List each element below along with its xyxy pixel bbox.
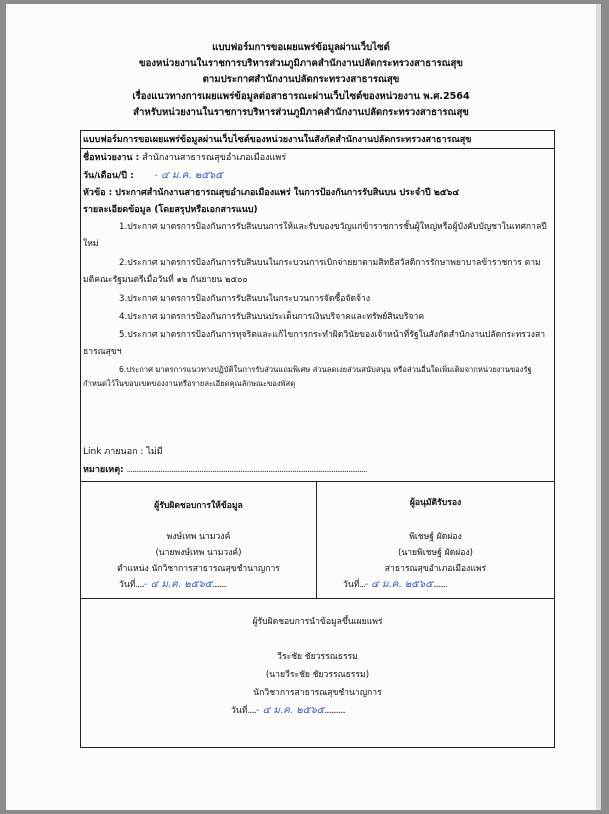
list-item	[83, 219, 551, 253]
date-label: วัน/เดือน/ปี :	[83, 171, 134, 181]
item-2: 2.ประกาศ มาตรการป้องกันการรับสินบนในกระบวนการเบิกจ่ายยาตามสิทธิสวัสดิการรักษาพยาบาลข้าราชการ ตามมติคณะรัฐมนตรีเมื่อวันที่ ๑๒ กันยายน ๒๕๐๐	[83, 258, 541, 285]
sig-left-date-label: วันที่	[119, 580, 136, 590]
item-6: 6.ประกาศ มาตรการแนวทางปฏิบัติในการรับส่วนแถมพิเศษ ส่วนลดเงยส่วนสนับสนุน หรือส่วนอื่นใดเพิ่มเติมจากหน่วยงานของรัฐกำหนดไว้ในขอบเขตของงานหรือรายละเอียดคุณลักษณะของพัสดุ	[83, 365, 532, 388]
sig-bottom-date-label: วันที่	[231, 706, 248, 716]
header-line-1: แบบฟอร์มการขอเผยแพร่ข้อมูลผ่านเว็บไซต์	[212, 42, 390, 53]
detail-label: รายละเอียดข้อมูล (โดยสรุปหรือเอกสารแนบ)	[83, 205, 258, 215]
link-value: ไม่มี	[146, 447, 163, 457]
page-edge	[596, 4, 601, 810]
note-row	[83, 463, 556, 477]
header-line-5: สำหรับหน่วยงานในราชการบริหารส่วนภูมิภาคสำนักงานปลัดกระทรวงสาธารณสุข	[133, 107, 469, 118]
divider	[81, 598, 554, 599]
sig-bottom-date-value: - ๔ ม.ค. ๒๕๖๕	[256, 705, 325, 716]
sig-right-date: วันที่...- ๔ ม.ค. ๒๕๖๕........	[343, 579, 447, 590]
form-title: แบบฟอร์มการขอเผยแพร่ข้อมูลผ่านเว็บไซต์ของหน่วยงานในสังกัดสำนักงานปลัดกระทรวงสาธารณสุข	[83, 135, 472, 145]
agency-label: ชื่อหน่วยงาน :	[83, 153, 140, 163]
sig-right-position: สาธารณสุขอำเภอเมืองแพร่	[384, 564, 487, 574]
date-value: - ๔ ม.ค. ๒๕๖๕	[154, 170, 223, 181]
sig-bottom-position: นักวิชาการสาธารณสุขชำนาญการ	[253, 688, 382, 698]
sig-left-name-paren: (นายพงษ์เทพ นามวงค์)	[155, 548, 242, 558]
note-label: หมายเหตุ:	[83, 465, 124, 475]
header-line-3: ตามประกาศสำนักงานปลัดกระทรวงสาธารณสุข	[202, 74, 400, 85]
date-row	[83, 169, 556, 183]
item-1: 1.ประกาศ มาตรการป้องกันการรับสินบนการให้และรับของขวัญแก่ข้าราชการชั้นผู้ใหญ่หรือผู้บังคับบัญชาในเทศกาลปีใหม่	[83, 222, 547, 249]
sig-left-name: พงษ์เทพ นามวงค์	[166, 532, 231, 542]
list-item	[83, 327, 551, 361]
subject-label: หัวข้อ :	[83, 188, 113, 198]
sig-right-date-value: - ๔ ม.ค. ๒๕๖๕	[364, 579, 433, 590]
subject-value: ประกาศสำนักงานสาธารณสุขอำเภอเมืองแพร่ ในการป้องกันการรับสินบน ประจำปี ๒๕๖๔	[115, 188, 460, 198]
agency-row	[83, 151, 556, 165]
sig-bottom-name: วีระชัย ชัยวรรณธรรม	[277, 652, 358, 662]
item-3: 3.ประกาศ มาตรการป้องกันการรับสินบนในกระบวนการจัดซื้อจัดจ้าง	[119, 294, 371, 304]
sig-right-name-paren: (นายพิเชษฐ์ ผัดผ่อง)	[397, 548, 474, 558]
subject-row	[83, 186, 556, 200]
item-5: 5.ประกาศ มาตรการป้องกันการทุจริตและแก้ไขการกระทำผิดวินัยของเจ้าหน้าที่รัฐในสังกัดสำนักงานปลัดกระทรวงสาธารณสุขฯ	[83, 330, 546, 357]
item-4: 4.ประกาศ มาตรการป้องกันการรับสินบนประเด็นการเงินบริจาคและทรัพย์สินบริจาค	[119, 312, 425, 322]
sig-right-date-label: วันที่	[343, 580, 360, 590]
sig-left-title: ผู้รับผิดชอบการให้ข้อมูล	[154, 501, 243, 511]
sig-left-date-value: - ๔ ม.ค. ๒๕๖๕	[144, 579, 213, 590]
form-box	[80, 130, 555, 748]
header-line-4: เรื่องแนวทางการเผยแพร่ข้อมูลต่อสาธารณะผ่านเว็บไซต์ของหน่วยงาน พ.ศ.2564	[132, 91, 470, 102]
divider	[81, 148, 554, 149]
sig-bottom-name-paren: (นายวีระชัย ชัยวรรณธรรม)	[265, 670, 370, 680]
header-line-2: ของหน่วยงานในราชการบริหารส่วนภูมิภาคสำนักงานปลัดกระทรวงสาธารณสุข	[139, 58, 463, 69]
sig-bottom-date: วันที่.....- ๔ ม.ค. ๒๕๖๕............	[231, 705, 346, 716]
link-label: Link ภายนอก :	[83, 447, 144, 457]
note-dots: .................................................................................................................................	[126, 465, 367, 475]
list-item	[83, 291, 551, 308]
sig-left-position: ตำแหน่ง นักวิชาการสาธารณสุขชำนาญการ	[117, 564, 280, 574]
sig-left-date: วันที่.....- ๔ ม.ค. ๒๕๖๕........	[119, 579, 227, 590]
document-page	[6, 4, 596, 810]
list-item	[83, 363, 551, 391]
sig-bottom-title: ผู้รับผิดชอบการนำข้อมูลขึ้นเผยแพร่	[252, 617, 383, 627]
list-item	[83, 309, 551, 326]
agency-value: สำนักงานสาธารณสุขอำเภอเมืองแพร่	[142, 153, 287, 163]
divider	[81, 481, 554, 482]
sig-right-name: พิเชษฐ์ ผัดผ่อง	[409, 532, 462, 542]
list-item	[83, 255, 551, 289]
link-row	[83, 445, 556, 459]
sig-right-title: ผู้อนุมัติรับรอง	[409, 498, 462, 508]
